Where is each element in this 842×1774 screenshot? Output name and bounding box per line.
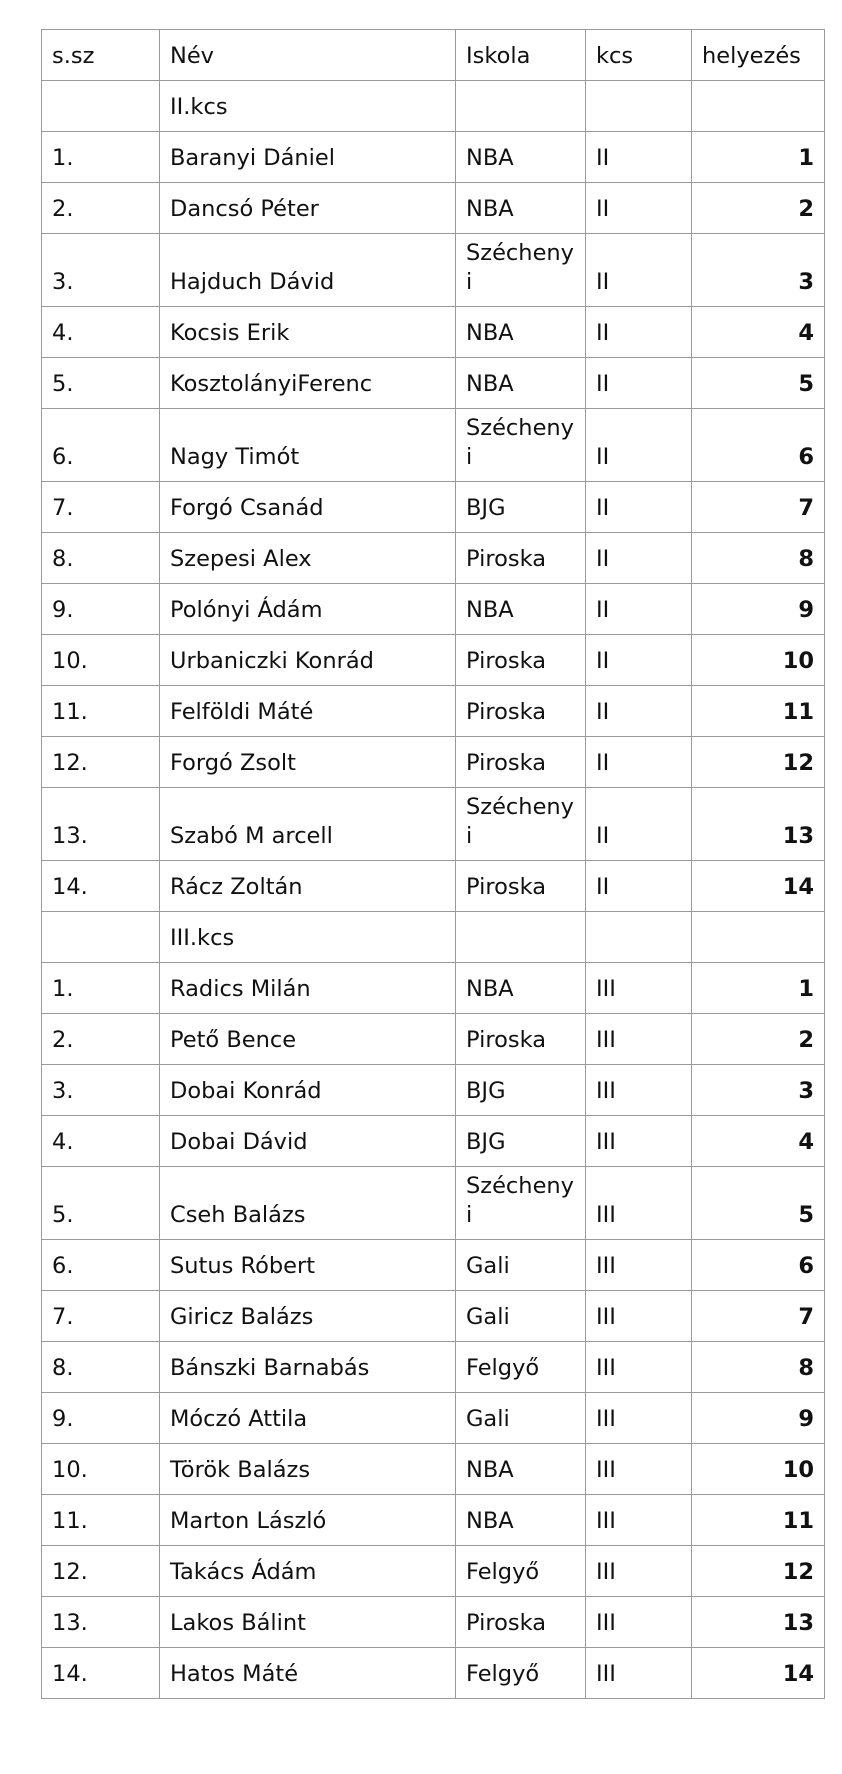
row-school: BJG <box>466 495 506 521</box>
row-place: 13 <box>692 1597 825 1648</box>
row-place: 9 <box>692 584 825 635</box>
row-school-cell <box>456 482 586 533</box>
row-place: 2 <box>692 1014 825 1065</box>
row-name: Pető Bence <box>160 1014 456 1065</box>
row-kcs: III <box>586 1240 692 1291</box>
row-school-cell <box>456 1167 586 1240</box>
row-place: 7 <box>692 1291 825 1342</box>
group-kcs-cell <box>586 81 692 132</box>
table-row <box>42 1342 825 1393</box>
row-school-cell <box>456 132 586 183</box>
table-row <box>42 1444 825 1495</box>
row-ssz: 11. <box>42 1495 160 1546</box>
header-place: helyezés <box>692 30 825 81</box>
row-school: Piroska <box>466 699 546 725</box>
row-place: 1 <box>692 132 825 183</box>
table-row <box>42 963 825 1014</box>
row-school-cell <box>456 1065 586 1116</box>
row-school-cell <box>456 737 586 788</box>
results-table <box>41 29 825 1699</box>
row-ssz: 9. <box>42 1393 160 1444</box>
row-school: Piroska <box>466 1610 546 1636</box>
row-place: 11 <box>692 686 825 737</box>
row-kcs: III <box>586 963 692 1014</box>
row-kcs: III <box>586 1495 692 1546</box>
table-row <box>42 409 825 482</box>
row-ssz: 1. <box>42 132 160 183</box>
row-ssz: 2. <box>42 183 160 234</box>
row-school-cell <box>456 1342 586 1393</box>
row-name: Urbaniczki Konrád <box>160 635 456 686</box>
row-place: 12 <box>692 737 825 788</box>
row-place: 14 <box>692 861 825 912</box>
table-row <box>42 737 825 788</box>
row-school: Piroska <box>466 874 546 900</box>
row-kcs: III <box>586 1116 692 1167</box>
row-ssz: 4. <box>42 1116 160 1167</box>
row-school-cell <box>456 963 586 1014</box>
row-kcs: II <box>586 737 692 788</box>
row-school-cell <box>456 1291 586 1342</box>
row-school: NBA <box>466 196 514 222</box>
table-row <box>42 788 825 861</box>
row-ssz: 12. <box>42 737 160 788</box>
group-kcs-cell <box>586 912 692 963</box>
row-name: Dancsó Péter <box>160 183 456 234</box>
table-row <box>42 1240 825 1291</box>
group-row <box>42 912 825 963</box>
row-school-cell <box>456 635 586 686</box>
row-place: 8 <box>692 533 825 584</box>
row-name: Cseh Balázs <box>160 1167 456 1240</box>
table-row <box>42 482 825 533</box>
row-school: Felgyő <box>466 1559 540 1585</box>
group-title: III.kcs <box>160 912 456 963</box>
row-place: 8 <box>692 1342 825 1393</box>
row-kcs: II <box>586 686 692 737</box>
row-place: 9 <box>692 1393 825 1444</box>
row-place: 12 <box>692 1546 825 1597</box>
row-kcs: III <box>586 1648 692 1699</box>
row-kcs: II <box>586 482 692 533</box>
row-place: 2 <box>692 183 825 234</box>
group-place-cell <box>692 912 825 963</box>
table-row <box>42 584 825 635</box>
row-ssz: 3. <box>42 234 160 307</box>
header-row <box>42 30 825 81</box>
group-school-cell <box>456 912 586 963</box>
table-row <box>42 1291 825 1342</box>
row-place: 1 <box>692 963 825 1014</box>
row-school-cell <box>456 533 586 584</box>
row-ssz: 14. <box>42 861 160 912</box>
row-kcs: III <box>586 1342 692 1393</box>
row-name: Kocsis Erik <box>160 307 456 358</box>
row-school-cell <box>456 788 586 861</box>
row-name: Hajduch Dávid <box>160 234 456 307</box>
row-name: Dobai Konrád <box>160 1065 456 1116</box>
table-row <box>42 533 825 584</box>
row-school-cell <box>456 1444 586 1495</box>
row-kcs: III <box>586 1291 692 1342</box>
table-row <box>42 1167 825 1240</box>
header-name: Név <box>160 30 456 81</box>
group-school-cell <box>456 81 586 132</box>
row-ssz: 3. <box>42 1065 160 1116</box>
row-ssz: 9. <box>42 584 160 635</box>
row-ssz: 10. <box>42 635 160 686</box>
group-ssz-cell <box>42 912 160 963</box>
row-name: Dobai Dávid <box>160 1116 456 1167</box>
row-name: Török Balázs <box>160 1444 456 1495</box>
row-school: Gali <box>466 1304 510 1330</box>
row-school-cell <box>456 183 586 234</box>
row-place: 13 <box>692 788 825 861</box>
row-ssz: 6. <box>42 409 160 482</box>
table-row <box>42 1065 825 1116</box>
group-ssz-cell <box>42 81 160 132</box>
row-school: NBA <box>466 371 514 397</box>
row-name: Marton László <box>160 1495 456 1546</box>
row-ssz: 4. <box>42 307 160 358</box>
row-school-cell <box>456 1546 586 1597</box>
row-school: NBA <box>466 1457 514 1483</box>
row-name: Móczó Attila <box>160 1393 456 1444</box>
table-row <box>42 307 825 358</box>
row-kcs: III <box>586 1444 692 1495</box>
row-school-cell <box>456 1240 586 1291</box>
row-place: 5 <box>692 1167 825 1240</box>
row-ssz: 11. <box>42 686 160 737</box>
table-row <box>42 635 825 686</box>
row-school-cell <box>456 234 586 307</box>
row-school: Széchenyi <box>466 415 574 470</box>
table-row <box>42 686 825 737</box>
row-name: Bánszki Barnabás <box>160 1342 456 1393</box>
row-ssz: 7. <box>42 1291 160 1342</box>
row-name: Forgó Zsolt <box>160 737 456 788</box>
table-row <box>42 1597 825 1648</box>
row-school: Széchenyi <box>466 240 574 295</box>
row-ssz: 12. <box>42 1546 160 1597</box>
row-ssz: 2. <box>42 1014 160 1065</box>
header-school: Iskola <box>456 30 586 81</box>
row-ssz: 8. <box>42 533 160 584</box>
row-place: 5 <box>692 358 825 409</box>
row-kcs: II <box>586 307 692 358</box>
row-ssz: 10. <box>42 1444 160 1495</box>
table-row <box>42 1014 825 1065</box>
row-school: Gali <box>466 1406 510 1432</box>
table-row <box>42 1116 825 1167</box>
row-place: 3 <box>692 1065 825 1116</box>
row-name: Forgó Csanád <box>160 482 456 533</box>
row-place: 4 <box>692 1116 825 1167</box>
row-school-cell <box>456 1014 586 1065</box>
header-ssz: s.sz <box>42 30 160 81</box>
table-row <box>42 1546 825 1597</box>
row-place: 11 <box>692 1495 825 1546</box>
row-kcs: II <box>586 788 692 861</box>
row-school-cell <box>456 358 586 409</box>
row-school-cell <box>456 1597 586 1648</box>
row-name: Nagy Timót <box>160 409 456 482</box>
row-school-cell <box>456 409 586 482</box>
row-name: Giricz Balázs <box>160 1291 456 1342</box>
row-school-cell <box>456 686 586 737</box>
row-school: Felgyő <box>466 1661 540 1687</box>
row-place: 7 <box>692 482 825 533</box>
row-place: 10 <box>692 1444 825 1495</box>
row-name: Felföldi Máté <box>160 686 456 737</box>
group-row <box>42 81 825 132</box>
row-school: NBA <box>466 145 514 171</box>
row-place: 14 <box>692 1648 825 1699</box>
table-row <box>42 861 825 912</box>
row-kcs: III <box>586 1065 692 1116</box>
row-kcs: II <box>586 533 692 584</box>
row-kcs: II <box>586 861 692 912</box>
row-kcs: III <box>586 1014 692 1065</box>
group-title: II.kcs <box>160 81 456 132</box>
row-school: NBA <box>466 1508 514 1534</box>
group-place-cell <box>692 81 825 132</box>
row-name: Szepesi Alex <box>160 533 456 584</box>
row-school: Piroska <box>466 1027 546 1053</box>
row-kcs: III <box>586 1546 692 1597</box>
row-kcs: II <box>586 183 692 234</box>
row-school-cell <box>456 1495 586 1546</box>
row-name: Radics Milán <box>160 963 456 1014</box>
table-row <box>42 234 825 307</box>
row-school: Gali <box>466 1253 510 1279</box>
row-ssz: 7. <box>42 482 160 533</box>
row-name: KosztolányiFerenc <box>160 358 456 409</box>
row-school: BJG <box>466 1078 506 1104</box>
row-name: Hatos Máté <box>160 1648 456 1699</box>
row-school: Széchenyi <box>466 1173 574 1228</box>
row-ssz: 6. <box>42 1240 160 1291</box>
row-place: 6 <box>692 409 825 482</box>
row-name: Polónyi Ádám <box>160 584 456 635</box>
row-school: Piroska <box>466 546 546 572</box>
row-school-cell <box>456 307 586 358</box>
row-school: Széchenyi <box>466 794 574 849</box>
row-school: Felgyő <box>466 1355 540 1381</box>
row-name: Sutus Róbert <box>160 1240 456 1291</box>
table-row <box>42 1393 825 1444</box>
row-school: BJG <box>466 1129 506 1155</box>
row-kcs: II <box>586 358 692 409</box>
row-kcs: III <box>586 1597 692 1648</box>
row-school-cell <box>456 1116 586 1167</box>
row-school: NBA <box>466 320 514 346</box>
table-row <box>42 358 825 409</box>
row-ssz: 14. <box>42 1648 160 1699</box>
row-ssz: 5. <box>42 1167 160 1240</box>
row-name: Baranyi Dániel <box>160 132 456 183</box>
row-kcs: II <box>586 132 692 183</box>
row-school-cell <box>456 861 586 912</box>
row-ssz: 13. <box>42 1597 160 1648</box>
table-row <box>42 1648 825 1699</box>
row-school-cell <box>456 1648 586 1699</box>
row-place: 6 <box>692 1240 825 1291</box>
table-row <box>42 183 825 234</box>
row-kcs: II <box>586 584 692 635</box>
table-row <box>42 132 825 183</box>
row-school: NBA <box>466 976 514 1002</box>
row-name: Rácz Zoltán <box>160 861 456 912</box>
row-ssz: 5. <box>42 358 160 409</box>
row-name: Lakos Bálint <box>160 1597 456 1648</box>
row-school: NBA <box>466 597 514 623</box>
row-kcs: II <box>586 234 692 307</box>
table-row <box>42 1495 825 1546</box>
row-ssz: 8. <box>42 1342 160 1393</box>
row-school: Piroska <box>466 648 546 674</box>
row-school-cell <box>456 1393 586 1444</box>
row-kcs: III <box>586 1167 692 1240</box>
row-ssz: 1. <box>42 963 160 1014</box>
row-place: 4 <box>692 307 825 358</box>
row-name: Takács Ádám <box>160 1546 456 1597</box>
row-ssz: 13. <box>42 788 160 861</box>
row-place: 10 <box>692 635 825 686</box>
row-kcs: II <box>586 635 692 686</box>
row-school-cell <box>456 584 586 635</box>
row-place: 3 <box>692 234 825 307</box>
header-kcs: kcs <box>586 30 692 81</box>
row-name: Szabó M arcell <box>160 788 456 861</box>
row-kcs: II <box>586 409 692 482</box>
row-school: Piroska <box>466 750 546 776</box>
row-kcs: III <box>586 1393 692 1444</box>
